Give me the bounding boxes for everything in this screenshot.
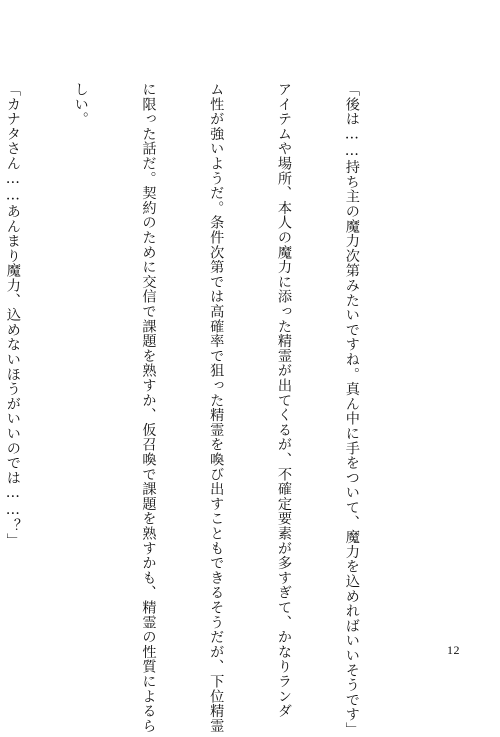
text-line: ム性が強いようだ。条件次第では高確率で狙った精霊を喚び出すこともできるそうだが、下位精霊 — [208, 82, 225, 734]
text-line: 「後は……持ち主の魔力次第みたいですね。真ん中に手をついて、魔力を込めればいいそうです」 — [343, 82, 360, 737]
text-line: 「カナタさん……あんまり魔力、込めないほうがいいのでは……？」 — [4, 82, 21, 548]
text-line: しい。 — [72, 82, 89, 127]
text-line: アイテムや場所、本人の魔力に添った精霊が出てくるが、不確定要素が多すぎて、かなりランダ — [276, 82, 293, 719]
body-text — [0, 82, 408, 737]
page-number: 12 — [447, 643, 460, 657]
text-line: に限った話だ。契約のために交信で課題を熟すか、仮召喚で課題を熟すかも、精霊の性質によるら — [140, 82, 157, 734]
